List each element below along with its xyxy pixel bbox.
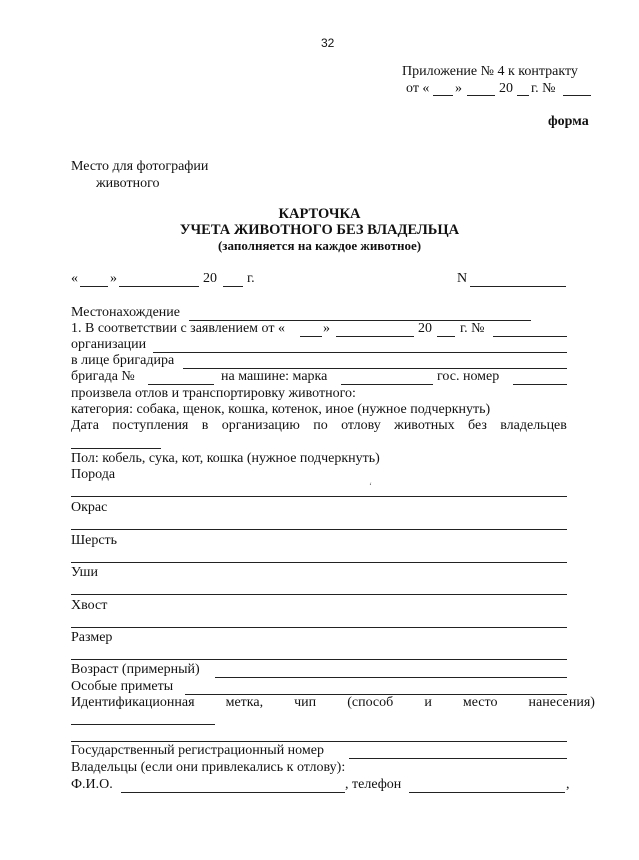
photo-place-line2: животного <box>96 176 160 191</box>
date-year-suffix: г. <box>247 271 255 286</box>
page-number: 32 <box>321 36 335 50</box>
scan-mark: ʻ <box>369 481 372 491</box>
arrival-word: отлову <box>341 418 381 433</box>
plate-line <box>513 384 567 385</box>
statement-year: 20 <box>418 321 432 336</box>
car-brand-line <box>341 384 433 385</box>
brigade-label: бригада № <box>71 369 135 384</box>
id-mark-word: Идентификационная <box>71 695 195 710</box>
id-mark-word: место <box>462 695 498 710</box>
state-reg-line <box>349 758 567 759</box>
appendix-number-line <box>563 95 591 96</box>
date-year: 20 <box>203 271 217 286</box>
breed-line <box>71 496 567 497</box>
size-line <box>71 659 567 660</box>
coat-label: Шерсть <box>71 533 118 548</box>
card-subtitle: УЧЕТА ЖИВОТНОГО БЕЗ ВЛАДЕЛЬЦА <box>179 222 460 238</box>
plate-label: гос. номер <box>437 369 500 384</box>
size-label: Размер <box>71 630 113 645</box>
date-month-line <box>119 286 199 287</box>
color-line <box>71 529 567 530</box>
tail-label: Хвост <box>71 598 108 613</box>
brigade-number-line <box>148 384 214 385</box>
appendix-quote-close: » <box>455 81 462 96</box>
arrival-word: владельцев <box>500 418 567 433</box>
appendix-day-line <box>433 95 453 96</box>
arrival-word: Дата <box>71 418 99 433</box>
date-day-line <box>80 286 108 287</box>
statement-year-line <box>437 336 455 337</box>
id-mark-line-2 <box>71 741 567 742</box>
date-year-line <box>223 286 243 287</box>
photo-place-line1: Место для фотографии <box>71 159 209 174</box>
state-reg-label: Государственный регистрационный номер <box>71 743 324 758</box>
statement-part1: 1. В соответствии с заявлением от « <box>71 321 285 336</box>
statement-number-line <box>493 336 567 337</box>
sex-text: Пол: кобель, сука, кот, кошка (нужное подчеркнуть) <box>71 451 380 466</box>
coat-line <box>71 562 567 563</box>
date-quote-close: » <box>110 271 117 286</box>
appendix-month-line <box>467 95 495 96</box>
capture-text: произвела отлов и транспортировку животного: <box>71 386 356 401</box>
arrival-word: в <box>201 418 209 433</box>
arrival-word: организацию <box>221 418 300 433</box>
statement-number-label: г. № <box>460 321 485 336</box>
location-label: Местонахождение <box>71 305 181 320</box>
appendix-title: Приложение № 4 к контракту <box>402 64 578 79</box>
arrival-date-line <box>71 448 161 449</box>
owners-label: Владельцы (если они привлекались к отлову): <box>71 760 346 775</box>
id-mark-label <box>71 695 595 711</box>
card-title: КАРТОЧКА <box>278 206 361 222</box>
id-mark-word: и <box>424 695 432 710</box>
car-brand-label: на машине: марка <box>221 369 328 384</box>
category-text: категория: собака, щенок, кошка, котенок, иное (нужное подчеркнуть) <box>71 402 491 417</box>
appendix-from: от « <box>406 81 430 96</box>
date-quote-open: « <box>71 271 78 286</box>
appendix-year-line <box>517 95 529 96</box>
tail-line <box>71 627 567 628</box>
organization-label: организации <box>71 337 147 352</box>
card-number-line <box>470 286 566 287</box>
phone-label: , телефон <box>345 777 402 792</box>
appendix-number-label: г. № <box>531 81 556 96</box>
arrival-word: без <box>468 418 487 433</box>
special-marks-label: Особые приметы <box>71 679 174 694</box>
arrival-date-label <box>71 418 567 434</box>
appendix-year: 20 <box>499 81 513 96</box>
brigade-person-label: в лице бригадира <box>71 353 175 368</box>
id-mark-line <box>71 724 215 725</box>
fio-line <box>121 792 345 793</box>
organization-line <box>153 352 567 353</box>
statement-day-line <box>300 336 322 337</box>
card-number-label: N <box>457 271 468 286</box>
id-mark-word: нанесения) <box>528 695 595 710</box>
age-label: Возраст (примерный) <box>71 662 200 677</box>
id-mark-word: чип <box>294 695 317 710</box>
id-mark-word: метка, <box>225 695 264 710</box>
arrival-word: поступления <box>112 418 189 433</box>
form-label: форма <box>548 114 589 129</box>
id-mark-word: (способ <box>347 695 394 710</box>
statement-part2: » <box>323 321 330 336</box>
phone-comma: , <box>566 777 570 792</box>
statement-month-line <box>336 336 414 337</box>
ears-line <box>71 594 567 595</box>
age-line <box>215 677 567 678</box>
ears-label: Уши <box>71 565 98 580</box>
phone-line <box>409 792 565 793</box>
breed-label: Порода <box>71 467 116 482</box>
color-label: Окрас <box>71 500 108 515</box>
card-note: (заполняется на каждое животное) <box>217 238 422 253</box>
arrival-word: животных <box>394 418 455 433</box>
arrival-word: по <box>313 418 328 433</box>
fio-label: Ф.И.О. <box>71 777 113 792</box>
